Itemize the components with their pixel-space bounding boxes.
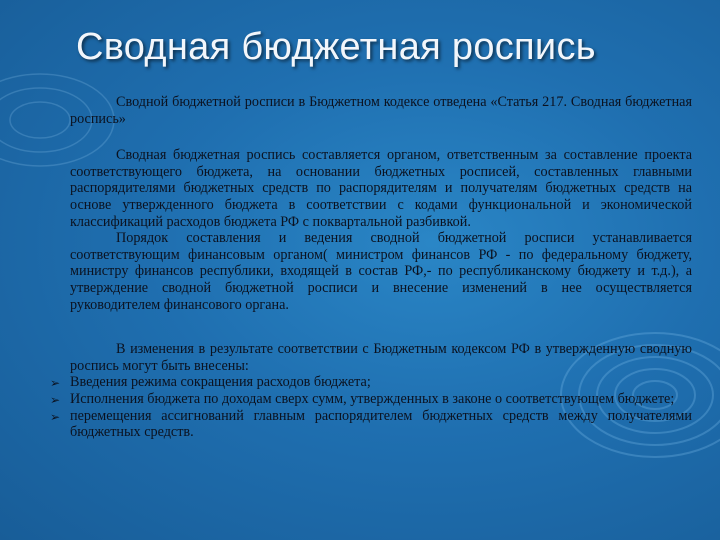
list-item [50, 407, 692, 441]
arrow-bullet-icon: ➢ [50, 376, 61, 391]
paragraph-changes-intro: В изменения в результате соответствии с Бюджетным кодексом РФ в утвержденную сводную роспись могут быть внесены: [70, 341, 692, 374]
list-item [50, 374, 692, 391]
changes-list [50, 374, 692, 441]
slide-body [50, 94, 692, 441]
arrow-bullet-icon: ➢ [50, 409, 61, 424]
list-item [50, 390, 692, 408]
list-item-text: перемещения ассигнований главным распорядителем бюджетных средств между получателями бюджетных средств. [70, 407, 692, 441]
list-item-text: Исполнения бюджета по доходам сверх сумм, утвержденных в законе о соответствующем бюджете; [70, 390, 675, 407]
list-item-text: Введения режима сокращения расходов бюджета; [70, 374, 371, 391]
paragraph-composition: Сводная бюджетная роспись составляется органом, ответственным за составление проекта соответствующего бюджета, на основании бюджетных росписей, составленных главными распорядителями бюджетных средств по распорядителям и получателям бюджетных средств на основе утвержденного бюджета в соответствии с кодами функциональной и экономической классификаций расходов бюджета РФ с поквартальной разбивкой. [70, 147, 692, 230]
arrow-bullet-icon: ➢ [50, 392, 61, 407]
paragraph-article-reference: Сводной бюджетной росписи в Бюджетном кодексе отведена «Статья 217. Сводная бюджетная роспись» [70, 94, 692, 127]
paragraph-procedure: Порядок составления и ведения сводной бюджетной росписи устанавливается соответствующим финансовым органом( министром финансов РФ - по федеральному бюджету, министру финансов республики, входящей в состав РФ,- по республиканскому бюджету и т.д.), а утверждение сводной бюджетной росписи и внесение изменений в нее осуществляется руководителем финансового органа. [70, 230, 692, 313]
slide-title: Сводная бюджетная роспись [76, 26, 596, 68]
